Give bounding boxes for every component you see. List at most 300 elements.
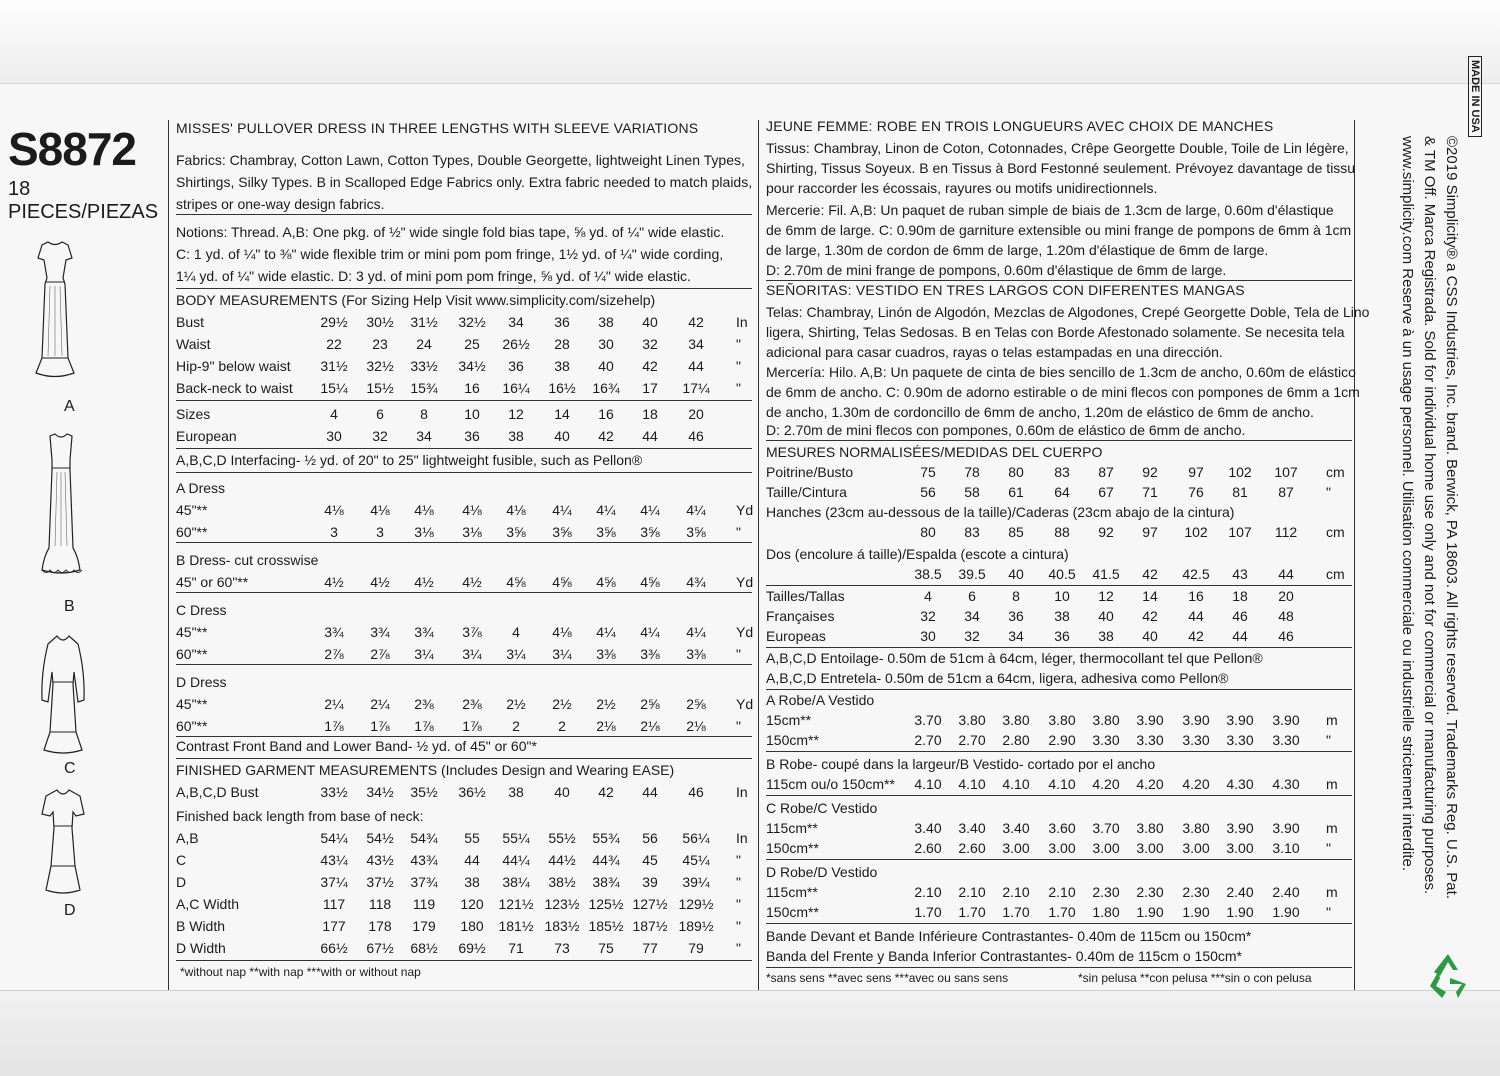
table-cell: 4.20 <box>1136 776 1164 792</box>
table-cell: 31½ <box>320 358 348 374</box>
table-cell: 38¾ <box>592 874 620 890</box>
table-cell: 4¼ <box>640 624 660 640</box>
divider <box>176 288 752 289</box>
table-cell: 43¾ <box>410 852 438 868</box>
table-cell: 127½ <box>632 896 668 912</box>
table-cell: 3 <box>330 524 338 540</box>
metric-title: MESURES NORMALISÉES/MEDIDAS DEL CUERPO <box>766 444 1103 460</box>
table-cell: 36 <box>554 314 570 330</box>
table-cell: 6 <box>376 406 384 422</box>
finished-label: A,B <box>176 830 199 846</box>
table-cell: 88 <box>1054 524 1070 540</box>
table-cell: 119 <box>412 896 436 912</box>
table-cell: 2¼ <box>324 696 344 712</box>
table-cell: 42 <box>598 428 614 444</box>
table-cell: 15½ <box>366 380 394 396</box>
table-cell: 189½ <box>678 918 714 934</box>
table-cell: 4⅛ <box>462 502 482 518</box>
table-cell: 107 <box>1274 464 1298 480</box>
table-cell: 38 <box>508 428 524 444</box>
table-cell: 3¾ <box>370 624 390 640</box>
table-cell: 2.70 <box>914 732 942 748</box>
view-a-sketch <box>30 238 80 398</box>
fr-tissus-1: Tissus: Chambray, Linon de Coton, Cotonnades, Crêpe Georgette Double, Toile de Lin légère, <box>766 140 1349 156</box>
table-cell: 34½ <box>458 358 486 374</box>
table-cell: 34 <box>508 314 524 330</box>
table-cell: 37¾ <box>410 874 438 890</box>
robe-name: A Robe/A Vestido <box>766 692 875 708</box>
table-cell: 18 <box>1232 588 1248 604</box>
table-cell: 16¼ <box>502 380 530 396</box>
table-cell: 3⅛ <box>462 524 482 540</box>
francaises-label: Françaises <box>766 608 835 624</box>
legal-line-3: www.simplicity.com Reserve à un usage personnel. Utilisation commerciale ou industrielle strictement interdite. <box>1399 136 1416 872</box>
table-cell: 38.5 <box>914 566 942 582</box>
table-cell: 4½ <box>462 574 482 590</box>
fabric-width-label: 45"** <box>176 624 208 640</box>
table-cell: 3⅜ <box>640 646 660 662</box>
table-cell: 4⅝ <box>506 574 526 590</box>
unit-label: " <box>736 524 741 540</box>
table-cell: 33½ <box>320 784 348 800</box>
table-cell: 2.10 <box>1002 884 1030 900</box>
table-cell: 3¼ <box>552 646 572 662</box>
en-notions-3: 1¼ yd. of ¼" wide elastic. D: 3 yd. of mini pom pom fringe, ⅝ yd. of ¼" wide elastic. <box>176 268 691 284</box>
table-cell: 18 <box>642 406 658 422</box>
table-cell: 3⅜ <box>686 646 706 662</box>
european-label: European <box>176 428 237 444</box>
table-cell: 44 <box>642 428 658 444</box>
table-cell: 15¼ <box>320 380 348 396</box>
table-cell: 36 <box>508 358 524 374</box>
table-cell: 44 <box>464 852 480 868</box>
table-cell: 37½ <box>366 874 394 890</box>
table-cell: 4½ <box>370 574 390 590</box>
table-cell: 4.10 <box>1002 776 1030 792</box>
table-cell: 2.40 <box>1226 884 1254 900</box>
finished-label: D <box>176 874 187 890</box>
unit-label: " <box>736 646 741 662</box>
en-fabrics-3: stripes or one-way design fabrics. <box>176 196 385 212</box>
divider <box>176 214 752 215</box>
table-cell: 4¼ <box>552 502 572 518</box>
unit-label: " <box>736 918 741 934</box>
table-cell: 2.30 <box>1182 884 1210 900</box>
table-cell: 2⅜ <box>462 696 482 712</box>
table-cell: 25 <box>464 336 480 352</box>
table-cell: 30½ <box>366 314 394 330</box>
table-cell: 2⅞ <box>324 646 344 662</box>
table-cell: 77 <box>642 940 658 956</box>
table-cell: 2⅞ <box>370 646 390 662</box>
fr-es-column <box>766 116 1370 986</box>
table-cell: 3⅝ <box>686 524 706 540</box>
table-cell: 2.10 <box>1048 884 1076 900</box>
table-cell: 1.70 <box>914 904 942 920</box>
view-c-sketch <box>38 632 88 767</box>
pattern-code: S8872 <box>8 123 137 175</box>
metric-width-label: 150cm** <box>766 840 819 856</box>
table-cell: 61 <box>1008 484 1024 500</box>
table-cell: 44¼ <box>502 852 530 868</box>
robe-name: B Robe- coupé dans la largeur/B Vestido- cortado por el ancho <box>766 756 1156 772</box>
table-cell: 34½ <box>366 784 394 800</box>
legal-line-2: & TM Off. Marca Registrada. Sold for individual home use only and not for commercial or manufacturing purposes. <box>1421 136 1438 895</box>
table-cell: 55¼ <box>502 830 530 846</box>
table-cell: 4¼ <box>640 502 660 518</box>
table-cell: 32 <box>964 628 980 644</box>
table-cell: 3.80 <box>1048 712 1076 728</box>
table-cell: 4⅝ <box>640 574 660 590</box>
unit-label: m <box>1326 712 1338 728</box>
body-measure-label: Waist <box>176 336 211 352</box>
divider <box>176 472 752 473</box>
table-cell: 2.70 <box>958 732 986 748</box>
table-cell: 28 <box>554 336 570 352</box>
table-cell: 12 <box>508 406 524 422</box>
table-cell: 32½ <box>366 358 394 374</box>
divider <box>176 758 752 759</box>
table-cell: 40 <box>1098 608 1114 624</box>
table-cell: 80 <box>920 524 936 540</box>
table-cell: 1⅞ <box>414 718 434 734</box>
table-cell: 35½ <box>410 784 438 800</box>
table-cell: 36½ <box>458 784 486 800</box>
table-cell: 78 <box>964 464 980 480</box>
table-cell: 42 <box>1142 566 1158 582</box>
table-cell: 1.80 <box>1092 904 1120 920</box>
table-cell: 3¾ <box>414 624 434 640</box>
unit-label: m <box>1326 884 1338 900</box>
table-cell: 38 <box>554 358 570 374</box>
table-cell: 129½ <box>678 896 714 912</box>
legal-line-1: ©2019 Simplicity® a CSS Industries, Inc. brand. Berwick, PA 18603. All rights reserved. Trademarks Reg. U.S. Pat. <box>1443 136 1460 899</box>
table-cell: 4.20 <box>1182 776 1210 792</box>
table-cell: 3.00 <box>1182 840 1210 856</box>
fabric-width-label: 45" or 60"** <box>176 574 249 590</box>
table-cell: 180 <box>460 918 484 934</box>
table-cell: 2.90 <box>1048 732 1076 748</box>
table-cell: 1.90 <box>1226 904 1254 920</box>
table-cell: 4¼ <box>596 624 616 640</box>
table-cell: 6 <box>968 588 976 604</box>
table-cell: 107 <box>1228 524 1252 540</box>
unit-label: Yd <box>736 696 754 712</box>
table-cell: 92 <box>1142 464 1158 480</box>
table-cell: 38 <box>1098 628 1114 644</box>
fr-tissus-3: pour raccorder les écossais, rayures ou motifs unidirectionnels. <box>766 180 1158 196</box>
body-measure-label: Bust <box>176 314 205 330</box>
table-cell: 34 <box>688 336 704 352</box>
table-cell: 56 <box>920 484 936 500</box>
table-cell: 67 <box>1098 484 1114 500</box>
table-cell: 30 <box>326 428 342 444</box>
envelope-bottom-fold <box>0 990 1500 1076</box>
table-cell: 4½ <box>324 574 344 590</box>
table-cell: 3.10 <box>1272 840 1300 856</box>
recycle-icon <box>1420 948 1476 1004</box>
table-cell: 36 <box>464 428 480 444</box>
fr-mercerie-3: de large, 1.30m de cordon de 6mm de large, 1.20m d'élastique de 6mm de large. <box>766 242 1269 258</box>
right-column-rule <box>1354 120 1355 990</box>
bande-fr: Bande Devant et Bande Inférieure Contrastantes- 0.40m de 115cm ou 150cm* <box>766 928 1252 944</box>
table-cell: 45¼ <box>682 852 710 868</box>
table-cell: 38¼ <box>502 874 530 890</box>
unit-label: " <box>736 358 741 374</box>
view-b-sketch <box>36 430 86 590</box>
es-merceria-1: Mercería: Hilo. A,B: Un paquete de cinta de bies sencillo de 1.3cm de ancho, 0.60m de elástico <box>766 364 1356 380</box>
table-cell: 178 <box>368 918 392 934</box>
table-cell: 4¾ <box>686 574 706 590</box>
unit-label: In <box>736 830 748 846</box>
table-cell: 46 <box>688 784 704 800</box>
unit-label: Yd <box>736 624 754 640</box>
table-cell: 54½ <box>366 830 394 846</box>
table-cell: 36 <box>1054 628 1070 644</box>
table-cell: 16½ <box>548 380 576 396</box>
table-cell: 20 <box>688 406 704 422</box>
robe-name: C Robe/C Vestido <box>766 800 878 816</box>
table-cell: 34 <box>1008 628 1024 644</box>
table-cell: 4 <box>512 624 520 640</box>
unit-label: In <box>736 314 748 330</box>
table-cell: 187½ <box>632 918 668 934</box>
table-cell: 34 <box>416 428 432 444</box>
table-cell: 71 <box>1142 484 1158 500</box>
table-cell: 54¾ <box>410 830 438 846</box>
table-cell: 1⅞ <box>324 718 344 734</box>
table-cell: 181½ <box>498 918 534 934</box>
table-cell: 40 <box>1142 628 1158 644</box>
es-footnote: *sin pelusa **con pelusa ***sin o con pelusa <box>1078 971 1312 985</box>
finished-label: A,C Width <box>176 896 240 912</box>
table-cell: 1.90 <box>1136 904 1164 920</box>
finished-bust-label: A,B,C,D Bust <box>176 784 259 800</box>
table-cell: 123½ <box>544 896 580 912</box>
metric-sizes-label: Tailles/Tallas <box>766 588 845 604</box>
unit-label: Yd <box>736 574 754 590</box>
table-cell: 83 <box>964 524 980 540</box>
sidebar <box>0 120 165 920</box>
table-cell: 26½ <box>502 336 530 352</box>
table-cell: 2⅛ <box>596 718 616 734</box>
table-cell: 48 <box>1278 608 1294 624</box>
table-cell: 42.5 <box>1182 566 1210 582</box>
table-cell: 3⅝ <box>596 524 616 540</box>
table-cell: 44¾ <box>592 852 620 868</box>
table-cell: 8 <box>1012 588 1020 604</box>
metric-width-label: 115cm** <box>766 820 818 836</box>
table-cell: 102 <box>1184 524 1208 540</box>
table-cell: 58 <box>964 484 980 500</box>
en-fabrics-2: Shirtings, Silky Types. B in Scalloped Edge Fabrics only. Extra fabric needed to match plaids, <box>176 174 753 190</box>
table-cell: 66½ <box>320 940 348 956</box>
table-cell: 16 <box>464 380 480 396</box>
dress-name: A Dress <box>176 480 226 496</box>
table-cell: 40 <box>1008 566 1024 582</box>
table-cell: 42 <box>598 784 614 800</box>
table-cell: 56¼ <box>682 830 710 846</box>
table-cell: 34 <box>964 608 980 624</box>
unit-label: " <box>1326 840 1331 856</box>
table-cell: 4⅛ <box>414 502 434 518</box>
table-cell: 40 <box>554 784 570 800</box>
table-cell: 76 <box>1188 484 1204 500</box>
en-fabrics-1: Fabrics: Chambray, Cotton Lawn, Cotton Types, Double Georgette, lightweight Linen Types, <box>176 152 745 168</box>
view-d-label: D <box>64 902 76 919</box>
table-cell: 3.40 <box>958 820 986 836</box>
envelope-top-flap <box>0 0 1500 84</box>
fabric-width-label: 60"** <box>176 718 208 734</box>
metric-label: Poitrine/Busto <box>766 464 854 480</box>
table-cell: 54¼ <box>320 830 348 846</box>
table-cell: 85 <box>1008 524 1024 540</box>
table-cell: 3.40 <box>1002 820 1030 836</box>
en-footnote: *without nap **with nap ***with or without nap <box>180 965 421 979</box>
table-cell: 2½ <box>596 696 616 712</box>
table-cell: 2½ <box>506 696 526 712</box>
table-cell: 55 <box>464 830 480 846</box>
unit-label: cm <box>1326 464 1345 480</box>
table-cell: 3.30 <box>1092 732 1120 748</box>
table-cell: 12 <box>1098 588 1114 604</box>
table-cell: 3.30 <box>1136 732 1164 748</box>
table-cell: 4.10 <box>958 776 986 792</box>
fr-mercerie-4: D: 2.70m de mini frange de pompons, 0.60m d'élastique de 6mm de large. <box>766 262 1227 278</box>
fabric-width-label: 60"** <box>176 524 208 540</box>
table-cell: 3.70 <box>1092 820 1120 836</box>
metric-width-label: 115cm ou/o 150cm** <box>766 776 895 792</box>
finished-label: C <box>176 852 187 868</box>
dress-name: B Dress- cut crosswise <box>176 552 319 568</box>
divider <box>176 960 752 961</box>
table-cell: 40 <box>642 314 658 330</box>
unit-label: " <box>736 874 741 890</box>
middle-column-rule <box>758 120 759 990</box>
divider <box>766 795 1352 796</box>
entretela: A,B,C,D Entretela- 0.50m de 51cm a 64cm, ligera, adhesiva como Pellon® <box>766 670 1229 686</box>
entoilage: A,B,C,D Entoilage- 0.50m de 51cm à 64cm, léger, thermocollant tel que Pellon® <box>766 650 1263 666</box>
table-cell: 1⅞ <box>370 718 390 734</box>
table-cell: 45 <box>642 852 658 868</box>
table-cell: 44 <box>688 358 704 374</box>
table-cell: 87 <box>1098 464 1114 480</box>
unit-label: " <box>736 718 741 734</box>
table-cell: 92 <box>1098 524 1114 540</box>
table-cell: 43 <box>1232 566 1248 582</box>
table-cell: 32 <box>642 336 658 352</box>
metric-width-label: 15cm** <box>766 712 812 728</box>
table-cell: 87 <box>1278 484 1294 500</box>
table-cell: 75 <box>920 464 936 480</box>
table-cell: 3.90 <box>1272 820 1300 836</box>
finished-label: D Width <box>176 940 226 956</box>
table-cell: 4⅝ <box>596 574 616 590</box>
table-cell: 2.80 <box>1002 732 1030 748</box>
unit-label: " <box>1326 484 1331 500</box>
table-cell: 42 <box>642 358 658 374</box>
table-cell: 97 <box>1142 524 1158 540</box>
table-cell: 42 <box>1142 608 1158 624</box>
table-cell: 29½ <box>320 314 348 330</box>
table-cell: 71 <box>508 940 524 956</box>
table-cell: 2.10 <box>914 884 942 900</box>
table-cell: 3.00 <box>1092 840 1120 856</box>
table-cell: 22 <box>326 336 342 352</box>
unit-label: In <box>736 784 748 800</box>
table-cell: 44 <box>642 784 658 800</box>
table-cell: 30 <box>920 628 936 644</box>
robe-name: D Robe/D Vestido <box>766 864 878 880</box>
table-cell: 56 <box>642 830 658 846</box>
table-cell: 10 <box>464 406 480 422</box>
fr-title: JEUNE FEMME: ROBE EN TROIS LONGUEURS AVEC CHOIX DE MANCHES <box>766 118 1274 134</box>
table-cell: 2.60 <box>914 840 942 856</box>
table-cell: 4½ <box>414 574 434 590</box>
table-cell: 15¾ <box>410 380 438 396</box>
table-cell: 3⅞ <box>462 624 482 640</box>
table-cell: 3.00 <box>1002 840 1030 856</box>
table-cell: 3⅝ <box>640 524 660 540</box>
table-cell: 3.60 <box>1048 820 1076 836</box>
table-cell: 23 <box>372 336 388 352</box>
finished-label: B Width <box>176 918 226 934</box>
view-c-label: C <box>64 760 76 777</box>
table-cell: 14 <box>554 406 570 422</box>
table-cell: 3⅛ <box>414 524 434 540</box>
metric-width-label: 150cm** <box>766 904 819 920</box>
table-cell: 3¾ <box>324 624 344 640</box>
table-cell: 3.30 <box>1272 732 1300 748</box>
table-cell: 3⅝ <box>506 524 526 540</box>
divider <box>176 448 752 449</box>
table-cell: 55½ <box>548 830 576 846</box>
table-cell: 1⅞ <box>462 718 482 734</box>
fabric-width-label: 45"** <box>176 502 208 518</box>
table-cell: 3.30 <box>1182 732 1210 748</box>
table-cell: 64 <box>1054 484 1070 500</box>
table-cell: 2⅝ <box>686 696 706 712</box>
table-cell: 4 <box>330 406 338 422</box>
divider <box>176 400 752 401</box>
finished-title: FINISHED GARMENT MEASUREMENTS (Includes Design and Wearing EASE) <box>176 762 675 778</box>
view-d-sketch <box>38 786 88 906</box>
table-cell: 4⅛ <box>552 624 572 640</box>
divider <box>766 923 1352 924</box>
table-cell: 3 <box>376 524 384 540</box>
table-cell: 118 <box>368 896 392 912</box>
table-cell: 37¼ <box>320 874 348 890</box>
fr-mercerie-2: de 6mm de large. C: 0.90m de garniture extensible ou mini frange de pompons de 6mm à 1cm <box>766 222 1352 238</box>
table-cell: 183½ <box>544 918 580 934</box>
table-cell: 75 <box>598 940 614 956</box>
es-title: SEÑORITAS: VESTIDO EN TRES LARGOS CON DIFERENTES MANGAS <box>766 282 1245 298</box>
table-cell: 40.5 <box>1048 566 1076 582</box>
en-interfacing: A,B,C,D Interfacing- ½ yd. of 20" to 25" lightweight fusible, such as Pellon® <box>176 452 643 468</box>
table-cell: 177 <box>322 918 346 934</box>
table-cell: 44 <box>1278 566 1294 582</box>
table-cell: 2 <box>558 718 566 734</box>
en-body-title: BODY MEASUREMENTS (For Sizing Help Visit www.simplicity.com/sizehelp) <box>176 292 656 308</box>
table-cell: 2⅜ <box>414 696 434 712</box>
table-cell: 2.10 <box>958 884 986 900</box>
table-cell: 185½ <box>588 918 624 934</box>
en-notions-2: C: 1 yd. of ¼" to ⅜" wide flexible trim or mini pom pom fringe, 1½ yd. of ¼" wide cording, <box>176 246 724 262</box>
unit-label: " <box>736 380 741 396</box>
table-cell: 4 <box>924 588 932 604</box>
es-merceria-2: de 6mm de ancho. C: 0.90m de adorno estirable o de mini flecos con pompones de 6mm a 1cm <box>766 384 1360 400</box>
table-cell: 4.10 <box>914 776 942 792</box>
